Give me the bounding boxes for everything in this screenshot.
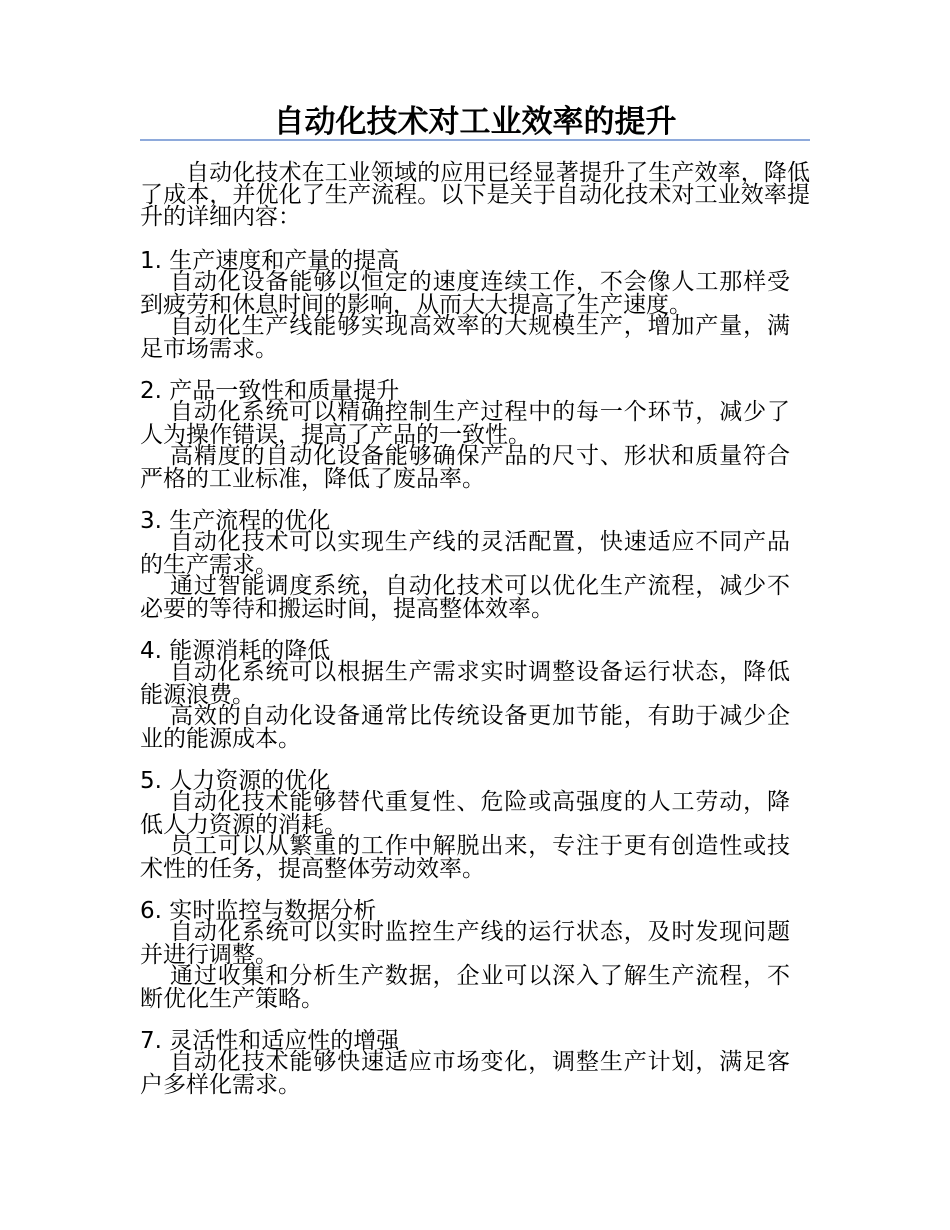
section-heading-4: 4. 能源消耗的降低 xyxy=(140,638,331,664)
section-heading-5: 5. 人力资源的优化 xyxy=(140,768,331,794)
section-2-paragraph-2: 高精度的自动化设备能够确保产品的尺寸、形状和质量符合严格的工业标准，降低了废品率。 xyxy=(140,443,790,492)
section-1-paragraph-1: 自动化设备能够以恒定的速度连续工作，不会像人工那样受到疲劳和休息时间的影响，从而大大提高了生产速度。 xyxy=(140,269,790,318)
section-3-paragraph-1: 自动化技术可以实现生产线的灵活配置，快速适应不同产品的生产需求。 xyxy=(140,529,790,578)
section-heading-2: 2. 产品一致性和质量提升 xyxy=(140,378,400,404)
section-4-paragraph-2: 高效的自动化设备通常比传统设备更加节能，有助于减少企业的能源成本。 xyxy=(140,703,790,752)
section-heading-7: 7. 灵活性和适应性的增强 xyxy=(140,1028,400,1054)
section-5-paragraph-1: 自动化技术能够替代重复性、危险或高强度的人工劳动，降低人力资源的消耗。 xyxy=(140,789,790,838)
section-6-paragraph-1: 自动化系统可以实时监控生产线的运行状态，及时发现问题并进行调整。 xyxy=(140,919,790,968)
section-1-paragraph-2: 自动化生产线能够实现高效率的大规模生产，增加产量，满足市场需求。 xyxy=(140,313,790,362)
section-4-paragraph-1: 自动化系统可以根据生产需求实时调整设备运行状态，降低能源浪费。 xyxy=(140,659,790,708)
section-5-paragraph-2: 员工可以从繁重的工作中解脱出来，专注于更有创造性或技术性的任务，提高整体劳动效率。 xyxy=(140,833,790,882)
document-title: 自动化技术对工业效率的提升 xyxy=(273,104,677,140)
intro-paragraph: 自动化技术在工业领域的应用已经显著提升了生产效率，降低了成本，并优化了生产流程。以下是关于自动化技术对工业效率提升的详细内容： xyxy=(140,160,810,230)
section-2-paragraph-1: 自动化系统可以精确控制生产过程中的每一个环节，减少了人为操作错误，提高了产品的一致性。 xyxy=(140,399,790,448)
title-underline xyxy=(140,139,810,141)
section-3-paragraph-2: 通过智能调度系统，自动化技术可以优化生产流程，减少不必要的等待和搬运时间，提高整体效率。 xyxy=(140,573,790,622)
section-heading-3: 3. 生产流程的优化 xyxy=(140,508,331,534)
section-6-paragraph-2: 通过收集和分析生产数据，企业可以深入了解生产流程，不断优化生产策略。 xyxy=(140,963,790,1012)
section-heading-6: 6. 实时监控与数据分析 xyxy=(140,898,377,924)
section-heading-1: 1. 生产速度和产量的提高 xyxy=(140,248,400,274)
section-7-paragraph-1: 自动化技术能够快速适应市场变化，调整生产计划，满足客户多样化需求。 xyxy=(140,1049,790,1098)
